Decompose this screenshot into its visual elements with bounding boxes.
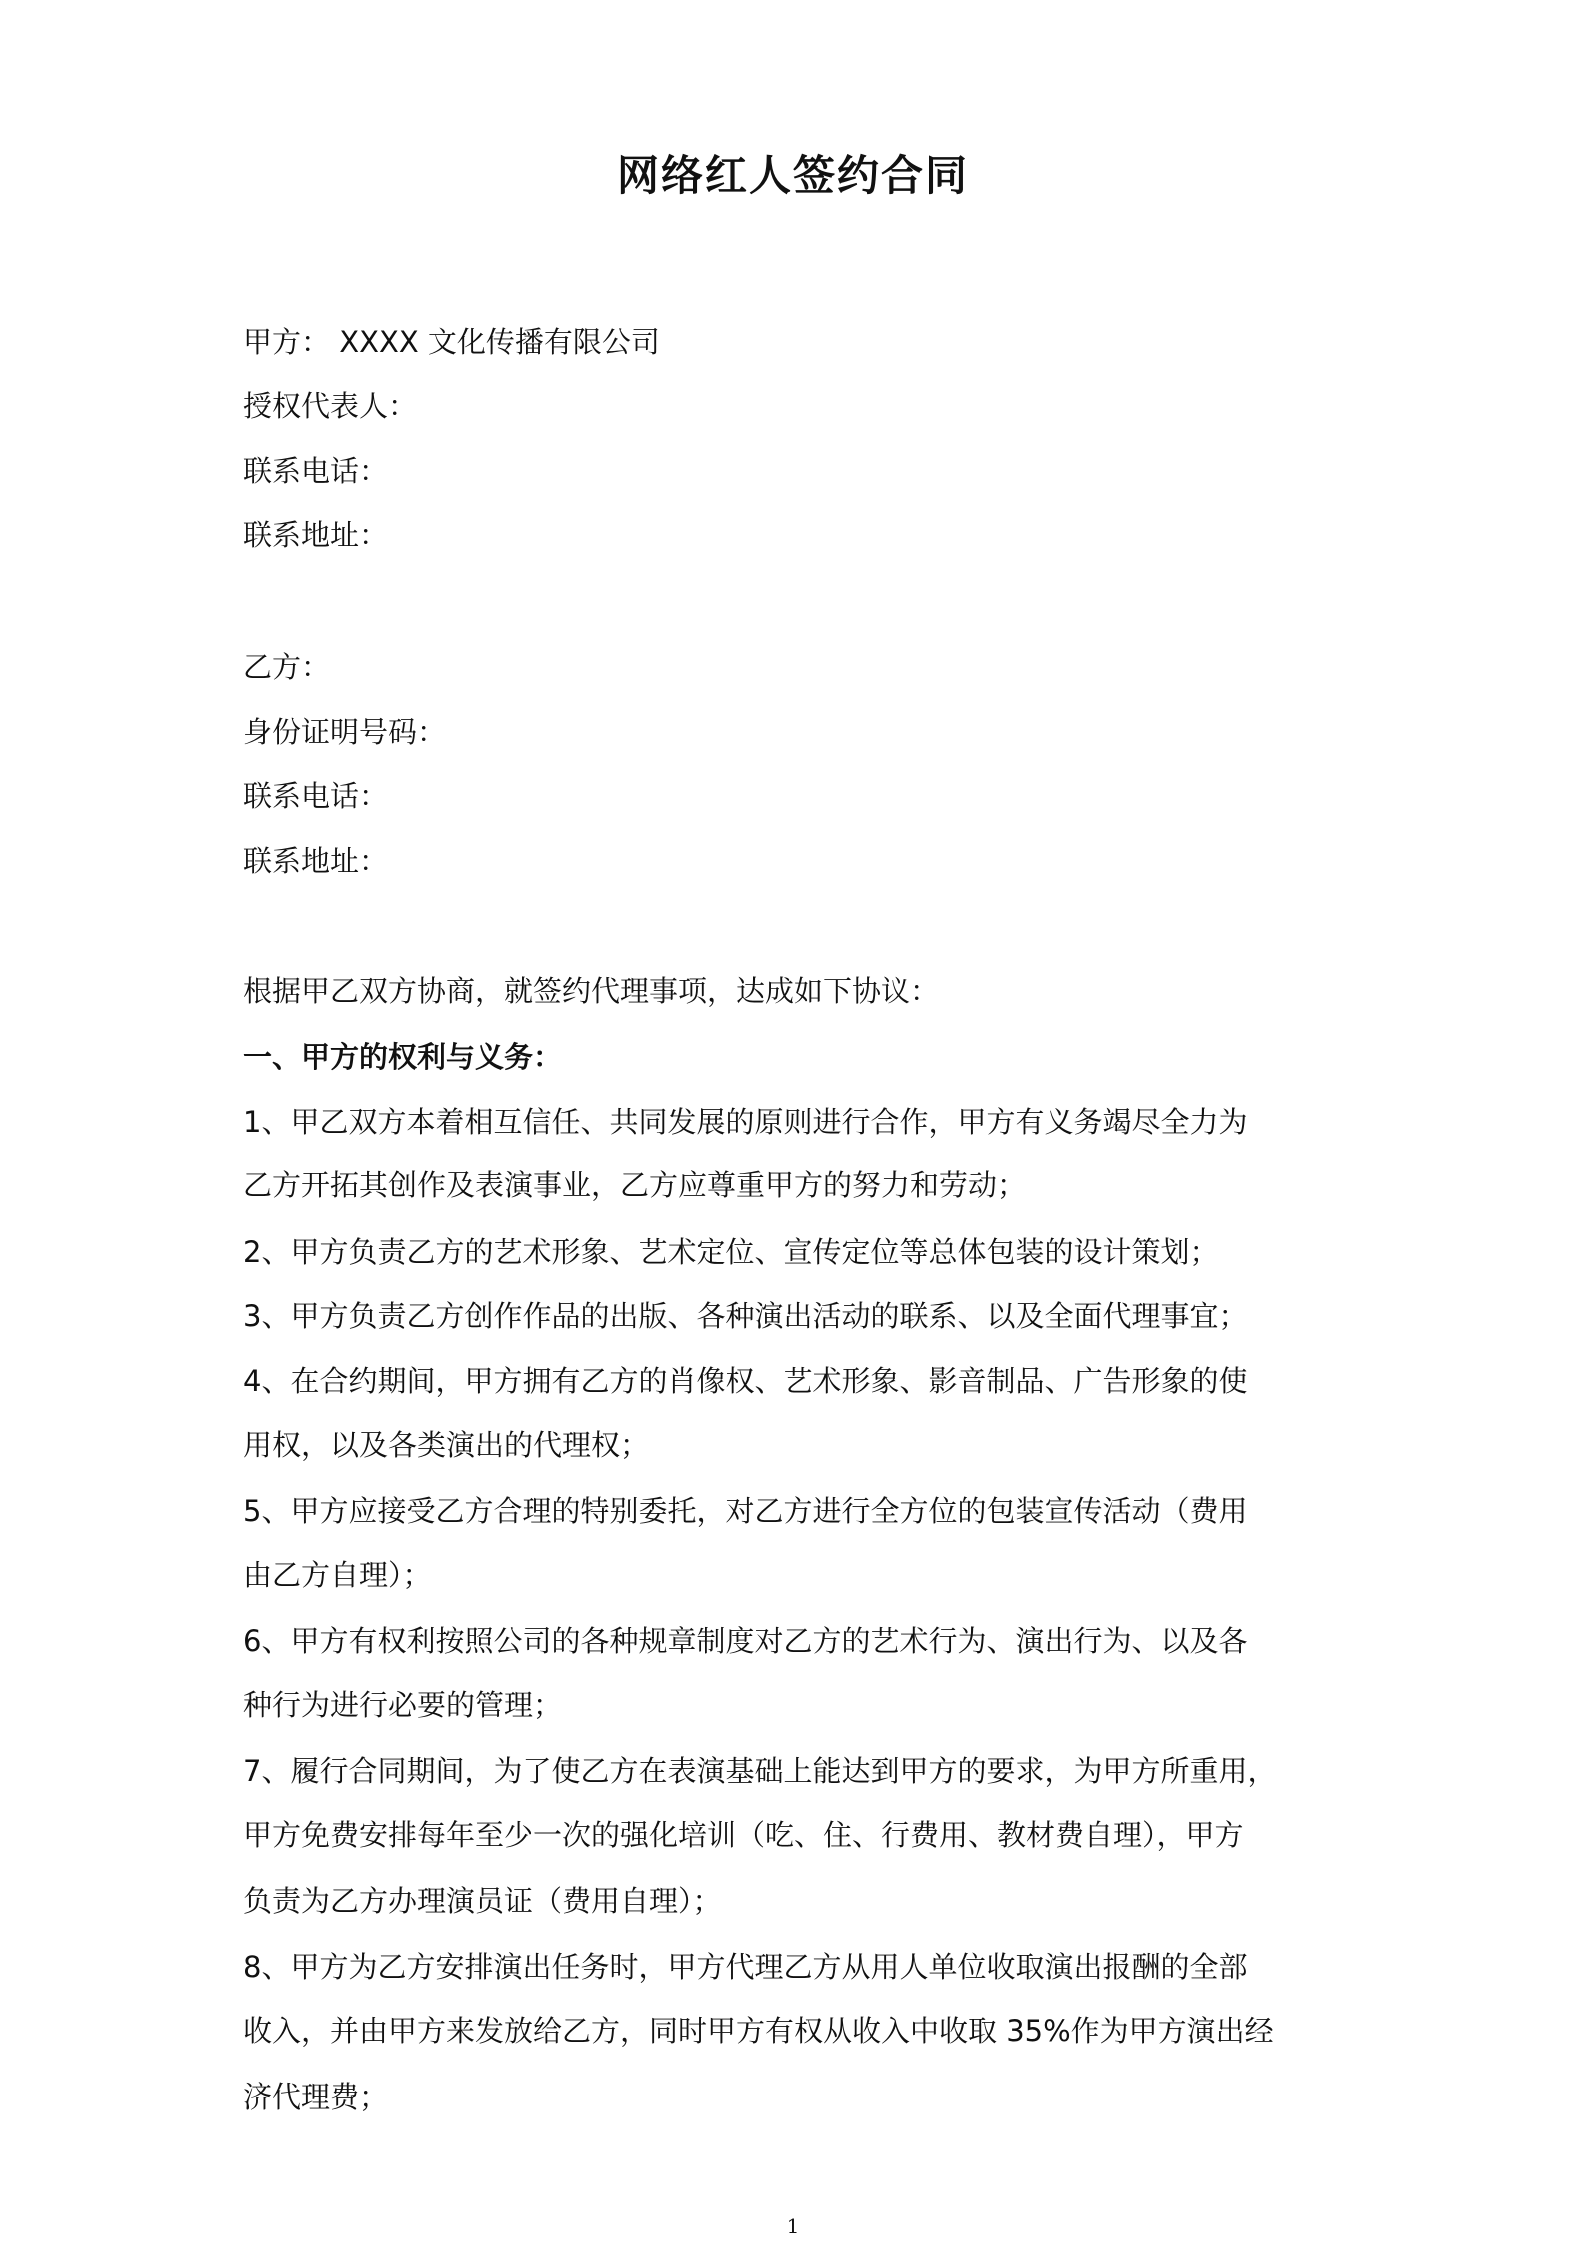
section-1-line: 6、甲方有权利按照公司的各种规章制度对乙方的艺术行为、演出行为、以及各 [243,1624,1248,1658]
party-a-address: 联系地址： [243,518,389,552]
section-1-line: 用权，以及各类演出的代理权； [243,1428,650,1462]
section-1-line: 2、甲方负责乙方的艺术形象、艺术定位、宣传定位等总体包装的设计策划； [243,1235,1219,1269]
section-1-line: 4、在合约期间，甲方拥有乙方的肖像权、艺术形象、影音制品、广告形象的使 [243,1364,1248,1398]
section-1-heading: 一、甲方的权利与义务： [243,1040,563,1074]
section-1-line: 8、甲方为乙方安排演出任务时，甲方代理乙方从用人单位收取演出报酬的全部 [243,1950,1248,1984]
section-1-line: 种行为进行必要的管理； [243,1688,563,1722]
section-1-line: 甲方免费安排每年至少一次的强化培训（吃、住、行费用、教材费自理），甲方 [243,1818,1244,1852]
section-1-line: 负责为乙方办理演员证（费用自理）； [243,1884,722,1918]
party-a-name: 甲方： XXXX 文化传播有限公司 [243,325,660,359]
section-1-line: 乙方开拓其创作及表演事业，乙方应尊重甲方的努力和劳动； [243,1168,1027,1202]
party-b-phone: 联系电话： [243,779,389,813]
party-b-address: 联系地址： [243,844,389,878]
section-1-line: 7、履行合同期间，为了使乙方在表演基础上能达到甲方的要求，为甲方所重用， [243,1754,1277,1788]
section-1-line: 5、甲方应接受乙方合理的特别委托，对乙方进行全方位的包装宣传活动（费用 [243,1494,1248,1528]
page-number: 1 [786,2214,800,2238]
party-a-phone: 联系电话： [243,454,389,488]
section-1-line: 1、甲乙双方本着相互信任、共同发展的原则进行合作，甲方有义务竭尽全力为 [243,1105,1248,1139]
section-1-line: 3、甲方负责乙方创作作品的出版、各种演出活动的联系、以及全面代理事宜； [243,1299,1248,1333]
contract-title: 网络红人签约合同 [616,151,969,200]
section-1-line: 由乙方自理）； [243,1558,432,1592]
party-a-representative: 授权代表人： [243,389,418,423]
party-b-name: 乙方： [243,650,331,684]
intro-paragraph: 根据甲乙双方协商，就签约代理事项，达成如下协议： [243,974,940,1008]
section-1-line: 收入，并由甲方来发放给乙方，同时甲方有权从收入中收取 35%作为甲方演出经 [243,2014,1274,2048]
section-1-line: 济代理费； [243,2080,389,2114]
party-b-id-number: 身份证明号码： [243,715,447,749]
